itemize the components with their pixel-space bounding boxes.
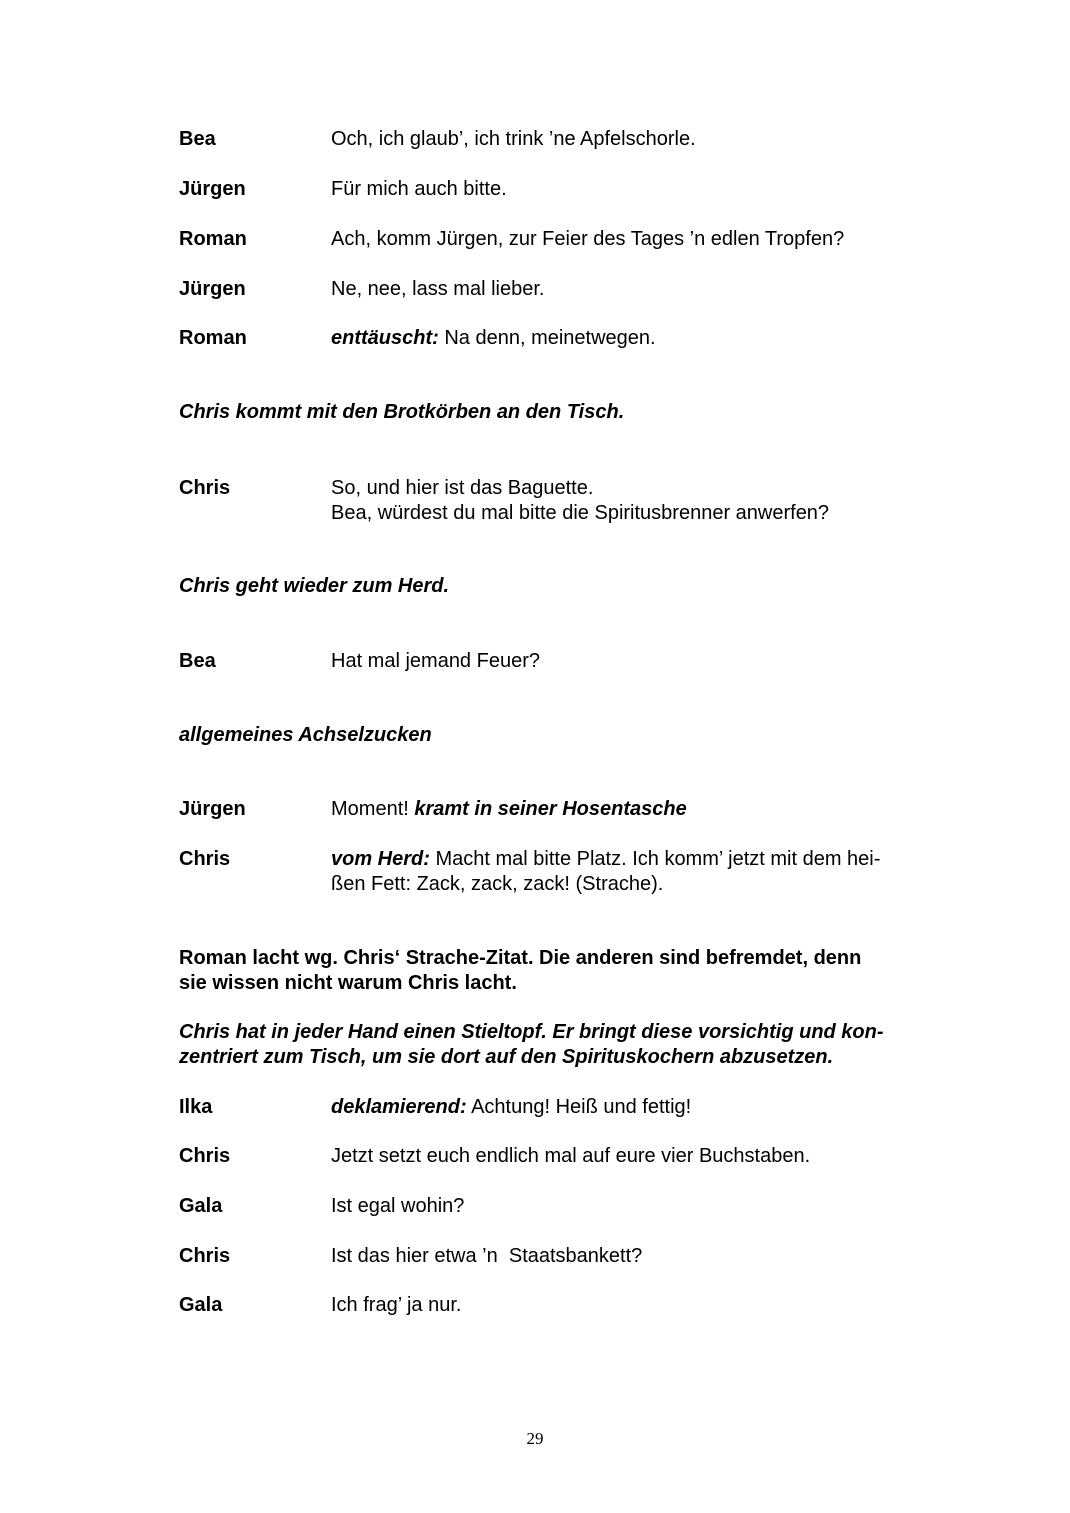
speech-remainder: Macht mal bitte Platz. Ich komm’ jetzt mit dem hei- bbox=[429, 848, 881, 870]
speaker-name: Chris bbox=[179, 477, 231, 499]
speech-text: Für mich auch bitte. bbox=[331, 178, 507, 200]
speech-remainder: Achtung! Heiß und fettig! bbox=[466, 1096, 692, 1118]
speech-line: ßen Fett: Zack, zack, zack! (Strache). bbox=[331, 873, 664, 895]
speaker-name: Roman bbox=[179, 228, 247, 250]
stage-direction-line: zentriert zum Tisch, um sie dort auf den Spirituskochern abzusetzen. bbox=[179, 1046, 834, 1068]
speaker-name: Chris bbox=[179, 1145, 231, 1167]
speaker-name: Jürgen bbox=[179, 798, 246, 820]
speech-text: Jetzt setzt euch endlich mal auf eure vier Buchstaben. bbox=[331, 1145, 811, 1167]
speech-text: Ist das hier etwa ’n Staatsbankett? bbox=[331, 1245, 643, 1267]
stage-direction-inline: vom Herd: bbox=[331, 848, 430, 870]
speech-line: So, und hier ist das Baguette. bbox=[331, 477, 594, 499]
speaker-name: Jürgen bbox=[179, 178, 246, 200]
speech-text: Ach, komm Jürgen, zur Feier des Tages ’n edlen Tropfen? bbox=[331, 228, 845, 250]
speech-line: Bea, würdest du mal bitte die Spiritusbrenner anwerfen? bbox=[331, 502, 830, 524]
stage-direction-line: sie wissen nicht warum Chris lacht. bbox=[179, 972, 517, 994]
speech-text bbox=[331, 847, 946, 897]
speech-text bbox=[331, 797, 946, 822]
stage-direction-line: Chris hat in jeder Hand einen Stieltopf. Er bringt diese vorsichtig und kon- bbox=[179, 1021, 884, 1043]
page-number: 29 bbox=[526, 1429, 544, 1448]
speech-remainder: Na denn, meinetwegen. bbox=[438, 327, 656, 349]
speaker-name: Gala bbox=[179, 1294, 223, 1316]
speech-text: Ist egal wohin? bbox=[331, 1195, 465, 1217]
speaker-name: Chris bbox=[179, 1245, 231, 1267]
stage-direction: Chris kommt mit den Brotkörben an den Tisch. bbox=[179, 401, 625, 423]
speaker-name: Jürgen bbox=[179, 278, 246, 300]
speech-text: Och, ich glaub’, ich trink ’ne Apfelschorle. bbox=[331, 128, 696, 150]
speaker-name: Ilka bbox=[179, 1096, 213, 1118]
stage-direction: allgemeines Achselzucken bbox=[179, 724, 432, 746]
speech-text: Hat mal jemand Feuer? bbox=[331, 650, 540, 672]
speaker-name: Chris bbox=[179, 848, 231, 870]
speech-lead: Moment! bbox=[331, 798, 415, 820]
stage-direction: Chris geht wieder zum Herd. bbox=[179, 575, 450, 597]
speech-text bbox=[331, 326, 946, 351]
stage-direction-inline: kramt in seiner Hosentasche bbox=[414, 798, 687, 820]
stage-direction bbox=[179, 1020, 943, 1070]
speech-text: Ne, nee, lass mal lieber. bbox=[331, 278, 545, 300]
stage-direction-inline: deklamierend: bbox=[331, 1096, 467, 1118]
stage-direction bbox=[179, 946, 943, 996]
speech-text: Ich frag’ ja nur. bbox=[331, 1294, 462, 1316]
speech-text bbox=[331, 476, 946, 526]
speech-line bbox=[331, 847, 946, 872]
stage-direction-inline: enttäuscht: bbox=[331, 327, 439, 349]
speaker-name: Bea bbox=[179, 128, 216, 150]
speaker-name: Gala bbox=[179, 1195, 223, 1217]
speaker-name: Bea bbox=[179, 650, 216, 672]
stage-direction-line: Roman lacht wg. Chris‘ Strache-Zitat. Die anderen sind befremdet, denn bbox=[179, 947, 862, 969]
speech-text bbox=[331, 1095, 946, 1120]
speaker-name: Roman bbox=[179, 327, 247, 349]
